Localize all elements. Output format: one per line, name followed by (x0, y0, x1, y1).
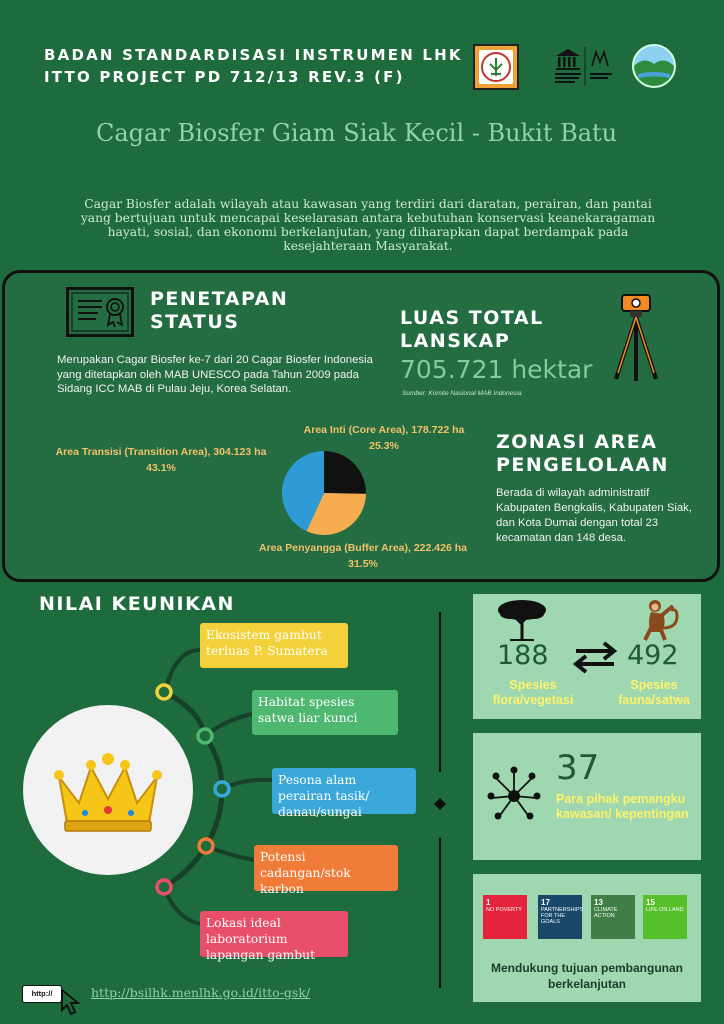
org-line-2: ITTO PROJECT PD 712/13 REV.3 (F) (44, 68, 405, 86)
sdg-13-text: CLIMATE ACTION (594, 907, 618, 919)
pie-label-buffer (238, 540, 488, 572)
status-heading: PENETAPAN STATUS (150, 288, 289, 333)
sdg-13-number: 13 (594, 898, 603, 907)
crown-circle (23, 705, 193, 875)
cursor-icon (60, 988, 82, 1016)
status-text: Merupakan Cagar Biosfer ke-7 dari 20 Cagar Biosfer Indonesia yang ditetapkan oleh MAB UNESCO pada Tahun 2009 pada Sidang ICC MAB di Pulau Jeju, Korea Selatan. (57, 354, 373, 395)
divider-diamond-icon (434, 798, 446, 810)
gsk-biosphere-logo-icon (632, 44, 676, 88)
nilai-item-pesona: Pesona alam perairan tasik/ danau/sungai (272, 768, 416, 814)
nilai-heading: NILAI KEUNIKAN (39, 593, 235, 615)
vertical-divider-top (439, 612, 441, 772)
zonasi-heading: ZONASI AREA PENGELOLAAN (496, 431, 669, 476)
stakeholder-label: Para pihak pemangku kawasan/ kepentingan (556, 792, 689, 821)
url-badge: http:// (22, 985, 62, 1003)
intro-text: Cagar Biosfer adalah wilayah atau kawasan yang terdiri dari daratan, perairan, dan pantai yang bertujuan untuk mencapai keselarasan antara kebutuhan konservasi keanekaragaman hayati, sosial, dan ekonomi berkelanjutan, yang diharapkan dapat berdampak pada kesejahteraan Masyarakat. (80, 197, 656, 253)
sdg-17-text: PARTNERSHIPS FOR THE GOALS (541, 907, 584, 925)
sdg-1-icon (483, 895, 527, 939)
luas-heading: LUAS TOTAL LANSKAP (400, 307, 544, 352)
sdg-15-text: LIFE ON LAND (646, 907, 684, 913)
sdg-17-number: 17 (541, 898, 550, 907)
nilai-item-laboratorium: Lokasi ideal laboratorium lapangan gambut (200, 911, 348, 957)
unesco-mab-logo-icon (552, 44, 618, 90)
nilai-item-karbon: Potensi cadangan/stok karbon (254, 845, 398, 891)
nilai-item-habitat: Habitat spesies satwa liar kunci (252, 690, 398, 735)
tripod-icon (608, 293, 664, 383)
certificate-icon (66, 287, 134, 337)
flora-count: 188 (497, 640, 549, 671)
core-label-text: Area Inti (Core Area), 178.722 ha (303, 424, 465, 436)
buffer-label-text: Area Penyangga (Buffer Area), 222.426 ha (259, 542, 467, 554)
sdg-13-icon (591, 895, 635, 939)
sdg-17-icon (538, 895, 582, 939)
exchange-arrows-icon (570, 640, 620, 674)
blsi-logo-icon (473, 44, 519, 90)
monkey-icon (641, 598, 681, 642)
header-org (44, 44, 463, 88)
luas-value: 705.721 hektar (400, 355, 593, 384)
luas-source: Sumber: Komite Nasional MAB Indonesia (402, 390, 522, 397)
trans-pct-text: 43.1% (146, 462, 176, 474)
core-pct-text: 25.3% (369, 440, 399, 452)
sdg-label: Mendukung tujuan pembangunan berkelanjutan (491, 961, 683, 991)
zonasi-text: Berada di wilayah administratif Kabupaten Bengkalis, Kabupaten Siak, dan Kota Dumai dengan total 23 kecamatan dan 148 desa. (496, 487, 692, 544)
fauna-label: Spesies fauna/satwa (618, 678, 690, 707)
sdg-15-number: 15 (646, 898, 655, 907)
vertical-divider-bottom (439, 838, 441, 988)
sdg-15-icon (643, 895, 687, 939)
trans-label-text: Area Transisi (Transition Area), 304.123 ha (55, 446, 267, 458)
buffer-pct-text: 31.5% (348, 558, 378, 570)
sdg-1-number: 1 (486, 898, 491, 907)
network-people-icon (486, 766, 542, 826)
sdg-1-text: NO POVERTY (486, 907, 522, 913)
nilai-item-gambut: Ekosistem gambut terluas P. Sumatera (200, 623, 348, 668)
pie-slice-core (324, 451, 366, 494)
zone-pie-chart (281, 450, 367, 536)
crown-icon (23, 705, 193, 875)
fauna-count: 492 (627, 640, 679, 671)
main-title: Cagar Biosfer Giam Siak Kecil - Bukit Batu (96, 119, 618, 147)
website-link[interactable]: http://bsilhk.menlhk.go.id/itto-gsk/ (91, 985, 311, 1000)
flora-label: Spesies flora/vegetasi (492, 678, 574, 707)
org-line-1: BADAN STANDARDISASI INSTRUMEN LHK (44, 46, 463, 64)
pie-label-transition (38, 444, 284, 476)
tree-icon (496, 598, 548, 642)
stakeholder-count: 37 (556, 748, 600, 788)
